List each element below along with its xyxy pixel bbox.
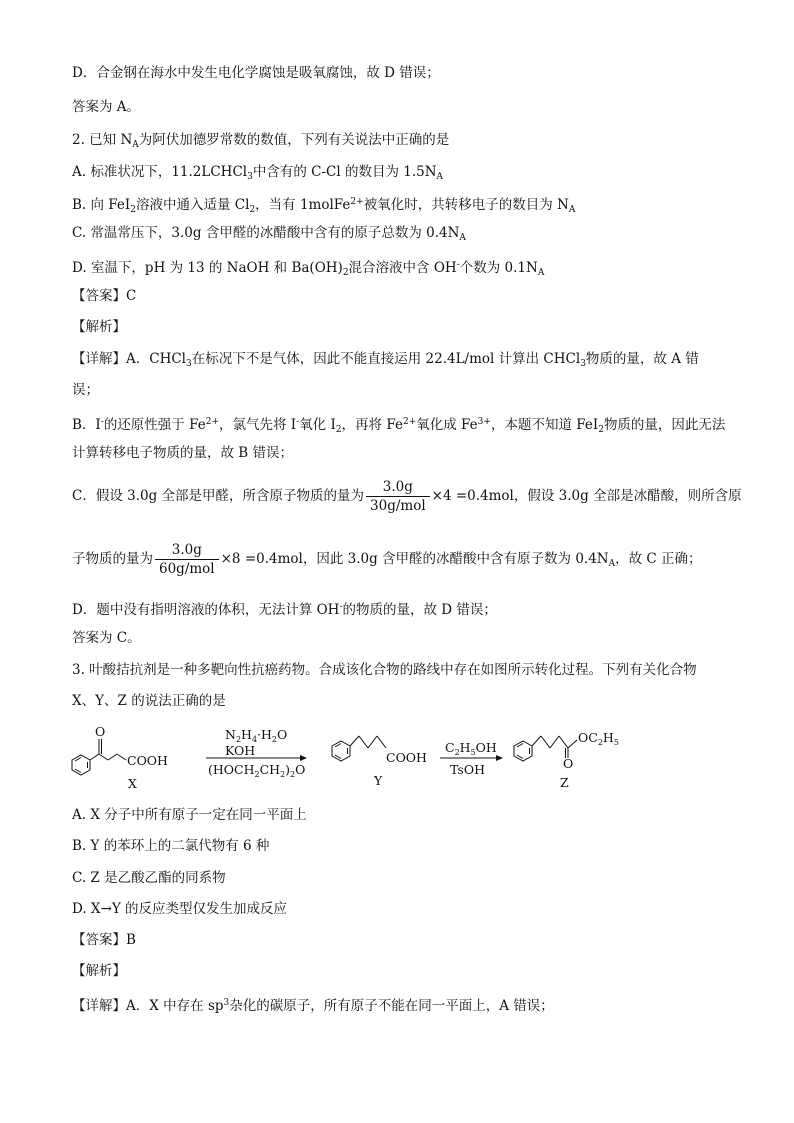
q2-opt-d-text2: 混合溶液中含 OH	[348, 260, 457, 276]
compound-x-carbonyl-o: O	[95, 724, 106, 739]
q2-ex-d-1: D．题中没有指明溶液的体积，无法计算 OH	[72, 602, 340, 618]
q3-analysis-label: 【解析】	[72, 963, 126, 979]
reagent-glycol: $(HOCH_2CH_2)_2O$	[208, 762, 306, 779]
q3-option-d: D. X→Y 的反应类型仅发生加成反应	[72, 901, 288, 917]
q2-opt-c-text: C. 常温常压下，3.0g 含甲醛的冰醋酸中含有的原子总数为 0.4N	[72, 225, 460, 241]
reagent-hydrazine: $N_2H_4\cdot H_2O$	[225, 727, 288, 744]
q3-option-c: C. Z 是乙酸乙酯的同系物	[72, 870, 226, 886]
q3-ex-a-2: 杂化的碳原子，所有原子不能在同一平面上，A 错误；	[229, 998, 554, 1014]
q2-answer	[72, 287, 136, 305]
compound-y-cooh: COOH	[386, 750, 427, 765]
q2-ex-b-3: ，氯气先将 I	[219, 417, 297, 433]
q2-ex-d-sup: -	[339, 602, 343, 612]
compound-y-structure	[332, 736, 386, 761]
q2-ex-c-fraction-1	[366, 478, 430, 515]
compound-x-label: X	[128, 776, 137, 791]
q2-explanation-a	[72, 350, 699, 373]
q2-opt-d-text3: 个数为 0.1N	[459, 260, 538, 276]
q2-detail-label: 【详解】	[72, 351, 126, 367]
q2-ex-a-text3: 物质的量，故 A 错	[585, 351, 699, 367]
compound-x-cooh: COOH	[127, 753, 168, 768]
q2-ex-b-sup1: -	[100, 417, 104, 427]
q2-option-b	[72, 193, 575, 219]
q2-ex-b-1: B．I	[72, 417, 101, 433]
q2-ex-c-fraction-1-num: 3.0g	[366, 478, 430, 497]
q2-answer-label: 【答案】	[72, 288, 126, 304]
compound-z-carbonyl-o: O	[563, 756, 574, 771]
q2-opt-a-sub2: A	[436, 172, 444, 182]
q2-stem-sub: A	[132, 140, 139, 150]
q2-opt-a-text2: 中含有的 C-Cl 的数目为 1.5N	[252, 164, 437, 180]
q2-ex-a-text1: A．CHCl	[126, 351, 186, 367]
q2-opt-b-text1: B. 向 FeI	[72, 197, 131, 213]
q2-explanation-b	[72, 413, 725, 439]
q2-stem	[72, 131, 449, 154]
q2-option-c	[72, 224, 466, 247]
q2-ex-c-2: ×4 =0.4mol，假设 3.0g 全部是冰醋酸，则所含原	[431, 488, 742, 504]
q3-answer	[72, 931, 136, 949]
q2-opt-b-sup: 2+	[350, 197, 364, 207]
q2-stem-a: 2. 已知 N	[72, 132, 133, 148]
q3-detail-label: 【详解】	[72, 998, 126, 1014]
q2-explanation-c	[72, 478, 742, 515]
q2-ex-c-1: C．假设 3.0g 全部是甲醛，所含原子物质的量为	[72, 488, 365, 504]
q2-opt-b-sub1: 2	[130, 205, 136, 215]
compound-z-ethoxy: $OC_2H_5$	[578, 730, 619, 747]
q2-opt-b-sub3: A	[568, 205, 576, 215]
q2-analysis-label: 【解析】	[72, 319, 126, 335]
q2-ex-a-sub2: 3	[580, 359, 586, 369]
q2-opt-b-text3: ，当有 1molFe	[255, 197, 351, 213]
q2-ex-a-text2: 在标况下不是气体，因此不能直接运用 22.4L/mol 计算出 CHCl	[191, 351, 581, 367]
q3-stem-line2: X、Y、Z 的说法正确的是	[72, 693, 226, 709]
compound-z-label: Z	[560, 775, 569, 790]
reagent-koh: KOH	[225, 743, 256, 758]
q2-ex-b-sup4: 2+	[402, 417, 417, 427]
q2-explanation-a-cont: 误；	[72, 382, 99, 398]
q2-opt-d-sub2: A	[537, 268, 545, 278]
reaction-scheme	[60, 722, 620, 792]
q2-ex-c2-3: ，故 C 正确；	[615, 551, 702, 567]
q2-stem-b: 为阿伏加德罗常数的数值，下列有关说法中正确的是	[138, 132, 450, 148]
q2-explanation-c-cont	[72, 541, 702, 582]
q2-ex-b-4: 氧化 I	[299, 417, 336, 433]
q2-ex-b-5: ，再将 Fe	[341, 417, 403, 433]
q3-ex-a-sup: 3	[223, 998, 230, 1008]
q2-opt-d-text1: D. 室温下，pH 为 13 的 NaOH 和 Ba(OH)	[72, 260, 343, 276]
q2-opt-d-sup: -	[456, 260, 460, 270]
q2-ex-b-sup3: -	[296, 417, 300, 427]
q2-ex-d-2: 的物质的量，故 D 错误；	[342, 602, 497, 618]
q2-ex-c2-sub: A	[608, 559, 616, 569]
q2-opt-a-text1: A. 标准状况下，11.2LCHCl	[72, 164, 248, 180]
q2-option-d	[72, 256, 544, 282]
q2-explanation-b-cont: 计算转移电子物质的量，故 B 错误；	[72, 445, 294, 461]
reagent-ethanol: $C_2H_5OH$	[445, 740, 497, 757]
q3-explanation-a	[72, 994, 554, 1015]
q2-ex-c2-2: ×8 =0.4mol，因此 3.0g 含甲醛的冰醋酸中含有原子数为 0.4N	[220, 551, 609, 567]
q2-ex-b-sub1: 2	[335, 425, 342, 435]
q2-ex-b-8: 物质的量，因此无法	[603, 417, 726, 433]
q2-opt-b-text4: 被氧化时，共转移电子的数目为 N	[363, 197, 569, 213]
q2-ex-c2-1: 子物质的量为	[72, 551, 153, 567]
compound-x-structure	[72, 739, 126, 775]
q2-ex-b-7: ，本题不知道 FeI	[490, 417, 599, 433]
q2-ex-b-2: 的还原性强于 Fe	[103, 417, 206, 433]
q2-ex-c-fraction-2	[155, 541, 219, 578]
q2-ex-b-sub2: 2	[598, 425, 604, 435]
q3-answer-value: B	[126, 932, 136, 948]
q3-ex-a-1: A．X 中存在 sp	[126, 998, 224, 1014]
q2-ex-b-6: 氧化成 Fe	[416, 417, 478, 433]
q2-ex-c-fraction-2-num: 3.0g	[155, 541, 219, 560]
reagent-tsoh: TsOH	[450, 762, 485, 777]
reaction-arrowhead-2	[496, 755, 503, 761]
q3-answer-label: 【答案】	[72, 932, 126, 948]
q2-opt-d-sub1: 2	[342, 268, 349, 278]
q2-option-a	[72, 163, 443, 186]
q2-ex-c-fraction-1-den: 30g/mol	[370, 498, 426, 514]
q2-ex-c-fraction-2-den: 60g/mol	[159, 561, 215, 577]
prev-answer: 答案为 A。	[72, 99, 141, 115]
q3-option-b: B. Y 的苯环上的二氯代物有 6 种	[72, 838, 270, 854]
prev-option-d-explanation: D．合金钢在海水中发生电化学腐蚀是吸氧腐蚀，故 D 错误；	[72, 65, 440, 81]
q2-opt-c-sub: A	[459, 233, 466, 243]
reaction-arrowhead-1	[300, 755, 307, 761]
q3-stem-line1: 3. 叶酸拮抗剂是一种多靶向性抗癌药物。合成该化合物的路线中存在如图所示转化过程。下列有关化合物	[72, 662, 697, 678]
q2-answer-value: C	[126, 288, 137, 304]
q2-final-answer: 答案为 C。	[72, 630, 141, 646]
q2-opt-b-sub2: 2	[249, 205, 256, 215]
q2-ex-b-sup2: 2+	[205, 417, 220, 427]
q2-opt-a-sub1: 3	[247, 172, 253, 182]
q2-opt-b-text2: 溶液中通入适量 Cl	[135, 197, 250, 213]
q2-ex-b-sup5: 3+	[477, 417, 491, 427]
compound-y-label: Y	[374, 773, 383, 788]
q2-explanation-d	[72, 598, 497, 619]
q2-ex-a-sub1: 3	[186, 359, 192, 369]
q3-option-a: A. X 分子中所有原子一定在同一平面上	[72, 807, 307, 823]
